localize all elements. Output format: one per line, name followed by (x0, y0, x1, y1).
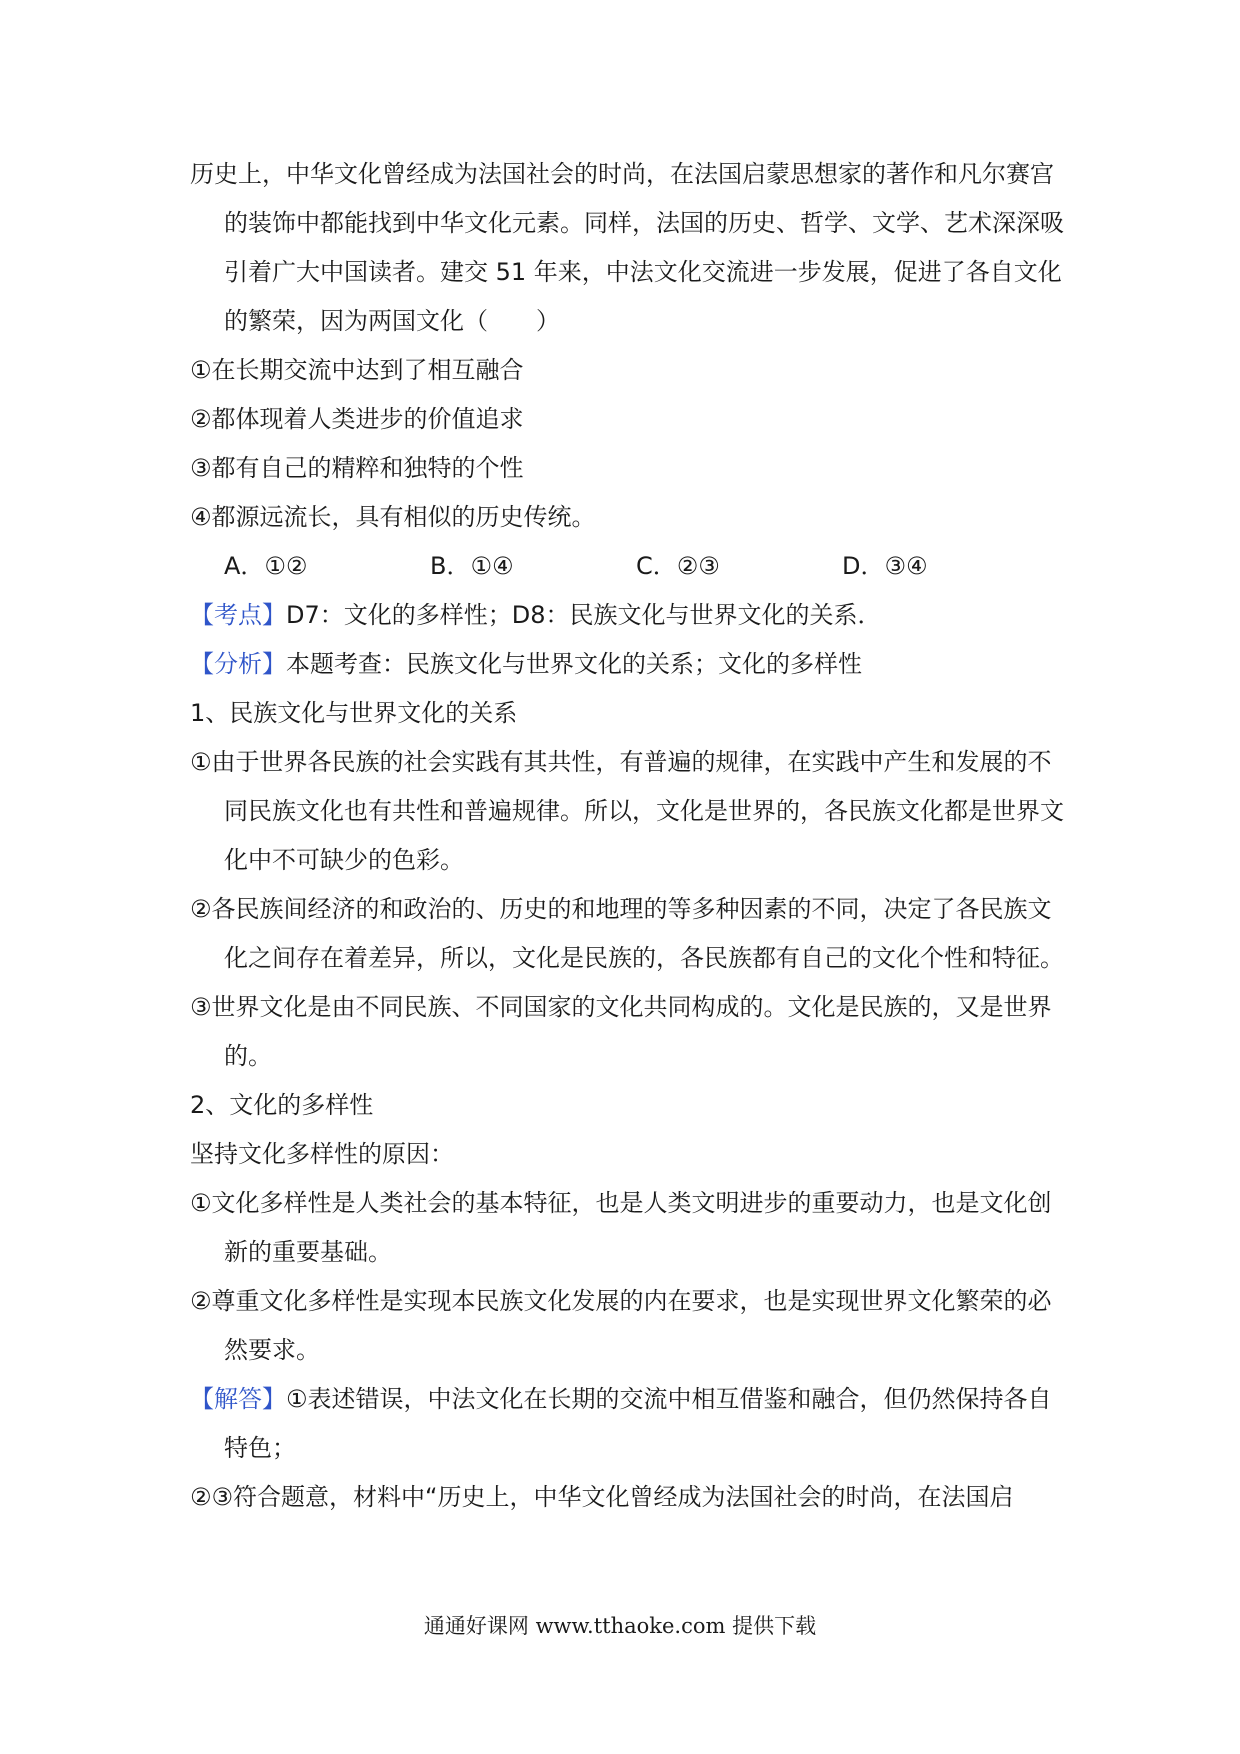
statement-1: ①在长期交流中达到了相互融合 (190, 356, 524, 384)
option-a: A．①② (224, 552, 308, 580)
jieda-tag: 【解答】 (190, 1385, 286, 1413)
statement-2: ②都体现着人类进步的价值追求 (190, 405, 524, 433)
section-heading-3: 坚持文化多样性的原因： (190, 1140, 454, 1168)
analysis-point-1: ①由于世界各民族的社会实践有其共性，有普遍的规律，在实践中产生和发展的不同民族文化也有共性和普遍规律。所以，文化是世界的，各民族文化都是世界文化中不可缺少的色彩。 (190, 748, 1064, 874)
kaodian-line (190, 591, 1070, 640)
jieda-text: ①表述错误，中法文化在长期的交流中相互借鉴和融合，但仍然保持各自特色； (224, 1385, 1052, 1462)
section-heading-2: 2、文化的多样性 (190, 1091, 374, 1119)
section-heading-1: 1、民族文化与世界文化的关系 (190, 699, 518, 727)
jieda-line-2: ②③符合题意，材料中“历史上，中华文化曾经成为法国社会的时尚，在法国启 (190, 1483, 1014, 1511)
option-b: B．①④ (430, 552, 514, 580)
statement-3: ③都有自己的精粹和独特的个性 (190, 454, 524, 482)
option-d: D．③④ (842, 552, 928, 580)
fenxi-text: 本题考查：民族文化与世界文化的关系；文化的多样性 (286, 650, 862, 678)
option-c: C．②③ (636, 552, 720, 580)
analysis-point-4: ①文化多样性是人类社会的基本特征，也是人类文明进步的重要动力，也是文化创新的重要基础。 (190, 1189, 1052, 1266)
kaodian-tag: 【考点】 (190, 601, 286, 629)
kaodian-text: D7：文化的多样性；D8：民族文化与世界文化的关系． (286, 601, 882, 629)
question-content (190, 150, 1070, 1522)
analysis-point-3: ③世界文化是由不同民族、不同国家的文化共同构成的。文化是民族的，又是世界的。 (190, 993, 1052, 1070)
fenxi-tag: 【分析】 (190, 650, 286, 678)
jieda-line (190, 1375, 1070, 1473)
statement-4: ④都源远流长，具有相似的历史传统。 (190, 503, 596, 531)
analysis-point-5: ②尊重文化多样性是实现本民族文化发展的内在要求，也是实现世界文化繁荣的必然要求。 (190, 1287, 1052, 1364)
analysis-point-2: ②各民族间经济的和政治的、历史的和地理的等多种因素的不同，决定了各民族文化之间存在着差异，所以，文化是民族的，各民族都有自己的文化个性和特征。 (190, 895, 1064, 972)
answer-options (190, 542, 1070, 591)
question-stem: 历史上，中华文化曾经成为法国社会的时尚，在法国启蒙思想家的著作和凡尔赛宫的装饰中都能找到中华文化元素。同样，法国的历史、哲学、文学、艺术深深吸引着广大中国读者。建交 51 年来，中法文化交流进一步发展，促进了各自文化的繁荣，因为两国文化（ ） (190, 160, 1064, 335)
page-footer: 通通好课网 www.tthaoke.com 提供下载 (423, 1614, 817, 1638)
fenxi-line (190, 640, 1070, 689)
